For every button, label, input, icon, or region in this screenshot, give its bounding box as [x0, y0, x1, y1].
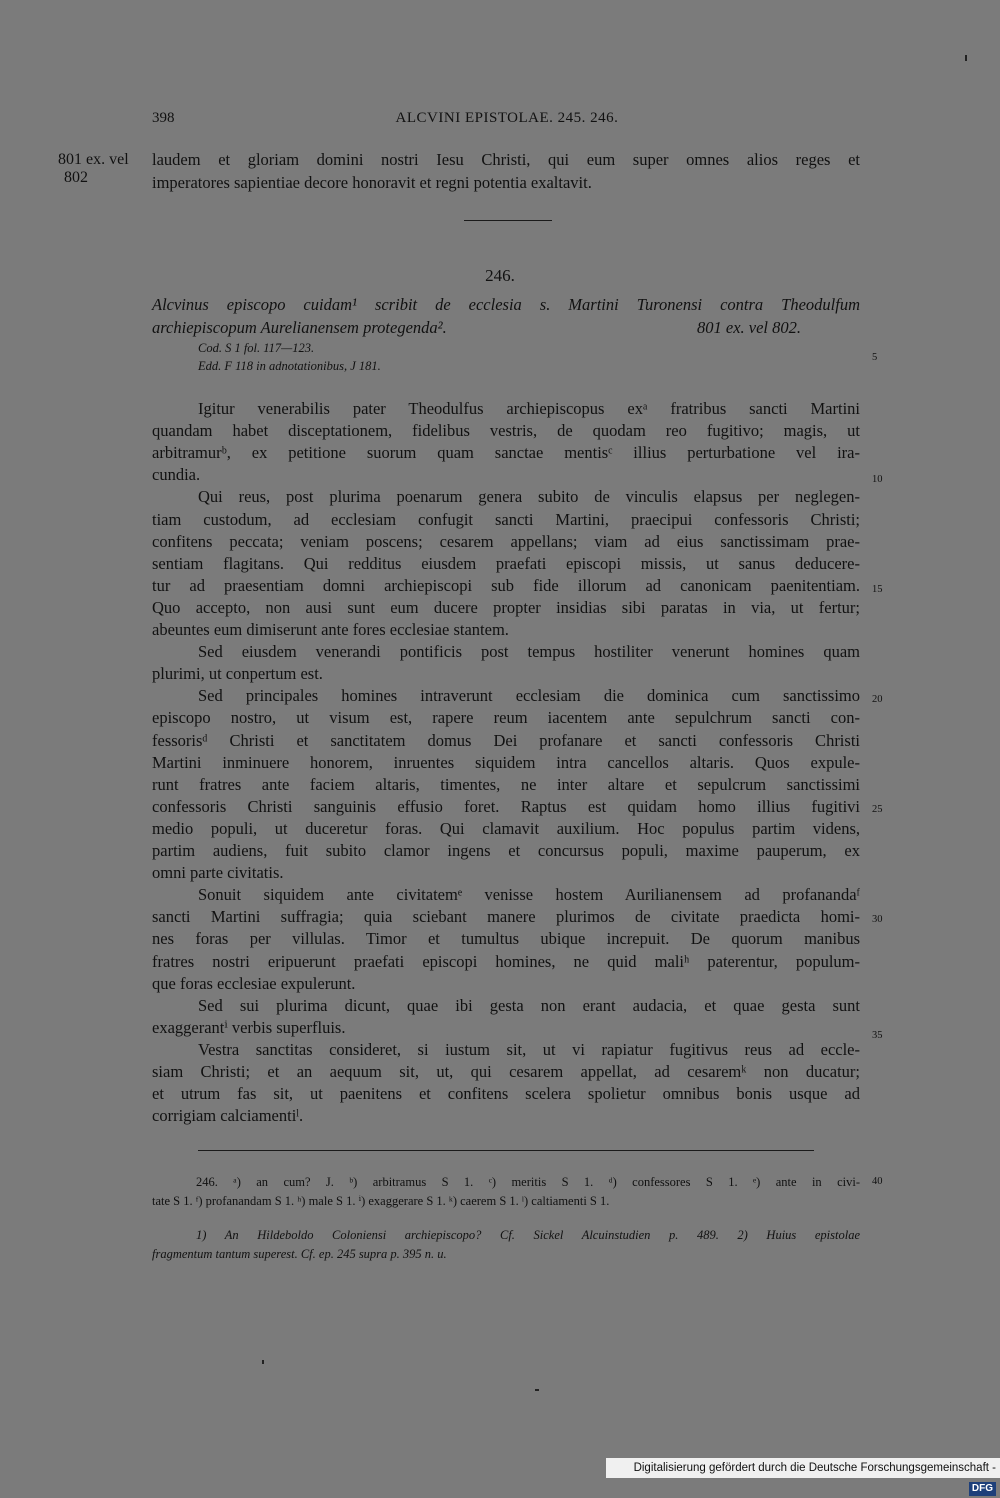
letter-body-line: fessorisᵈ Christi et sanctitatem domus Dei profanare et sancti confessoris Christi [152, 730, 860, 750]
letter-body-line: partim audiens, fuit subito clamor ingens et concursus populi, maxime pauperum, ex [152, 841, 860, 860]
letter-body-line: cundia. [152, 465, 201, 485]
letter-body-line: nes foras per villulas. Timor et tumultus ubique increpuit. De quorum manibus [152, 929, 860, 949]
letter-body-line: quandam habet disceptationem, fidelibus vestris, de quodam reo fugitivo; magis, ut [152, 421, 860, 441]
line-number: 15 [872, 584, 883, 595]
dfg-logo: DFG [969, 1482, 996, 1496]
margin-date-line1: 801 ex. vel [58, 151, 129, 168]
letter-body-line: siam Christi; et an aequum sit, ut, qui cesarem appellat, ad cesaremᵏ non ducatur; [152, 1062, 860, 1081]
letter-body-line: Igitur venerabilis pater Theodulfus archiepiscopus exᵃ fratribus sancti Martini [198, 399, 860, 418]
letter-body-line: episcopo nostro, ut visum est, rapere reum iacentem ante sepulchrum sancti con- [152, 708, 860, 728]
funding-text: Digitalisierung gefördert durch die Deutsche Forschungsgemeinschaft - [633, 1462, 996, 1474]
letter-body-line: confessoris Christi sanguinis effusio foret. Raptus est quidam homo illius fugitivi [152, 796, 860, 816]
letter-body-line: medio populi, ut duceretur foras. Qui clamavit auxilium. Hoc populus partim videns, [152, 818, 860, 838]
letter-body-line: fratres nostri eripuerunt praefati episcopi homines, ne quid maliʰ paterentur, populum- [152, 951, 860, 971]
letter-body-line: exaggerantⁱ verbis superfluis. [152, 1017, 346, 1037]
letter-body-line: tur ad praesentiam domni archiepiscopi sub fide illorum ad canonicam paenitentiam. [152, 575, 860, 595]
letter-body-line: tiam custodum, ad ecclesiam confugit sancti Martini, praecipui confessoris Christi; [152, 509, 860, 529]
editions-line: Edd. F 118 in adnotationibus, J 181. [198, 359, 381, 373]
footnote-line: 1) An Hildeboldo Coloniensi archiepiscopo? Cf. Sickel Alcuinstudien p. 489. 2) Huius epistolae [196, 1228, 860, 1242]
letter-body-line: abeuntes eum dimiserunt ante fores ecclesiae stantem. [152, 620, 509, 639]
apparatus-line: 246. ᵃ) an cum? J. ᵇ) arbitramus S 1. ᶜ) meritis S 1. ᵈ) confessores S 1. ᵉ) ante in civi- [196, 1175, 860, 1189]
page-number: 398 [152, 110, 175, 126]
letter-summary-text: archiepiscopum Aurelianensem protegenda². [152, 318, 447, 337]
apparatus-divider [198, 1150, 814, 1151]
letter-date: 801 ex. vel 802. [697, 318, 802, 337]
letter-body-line: runt fratres ante faciem altaris, timentes, ne inter altare et sepulcrum sanctissimi [152, 774, 860, 794]
scan-speck [262, 1360, 264, 1364]
letter-body-line: Sed principales homines intraverunt ecclesiam die dominica cum sanctissimo [198, 686, 860, 706]
letter-summary-line2 [152, 316, 860, 339]
margin-date-line2: 802 [64, 169, 88, 186]
footnote-line: fragmentum tantum superest. Cf. ep. 245 supra p. 395 n. u. [152, 1247, 447, 1261]
letter-body-line: Sed sui plurima dicunt, quae ibi gesta non erant audacia, et quae gesta sunt [198, 995, 860, 1015]
letter-body-line: Quo accepto, non ausi sunt eum ducere propter insidias sibi paratas in via, ut fertur; [152, 597, 860, 617]
running-title: ALCVINI EPISTOLAE. 245. 246. [395, 110, 619, 126]
letter-body-line: Qui reus, post plurima poenarum genera subito de vinculis elapsus per neglegen- [198, 487, 860, 507]
prev-letter-line: laudem et gloriam domini nostri Iesu Christi, qui eum super omnes alios reges et [152, 150, 860, 169]
line-number: 5 [872, 352, 878, 363]
line-number: 30 [872, 914, 883, 925]
letter-body-line: Vestra sanctitas consideret, si iustum sit, ut vi rapiatur fugitivus reus ad eccle- [198, 1039, 860, 1059]
letter-body-line: Sed eiusdem venerandi pontificis post tempus hostiliter venerunt homines quam [198, 642, 860, 662]
scan-speck [965, 55, 967, 61]
scan-speck [535, 1389, 539, 1391]
letter-body-line: sentiam flagitans. Qui redditus eiusdem praefati episcopi missis, ut sanus deducere- [152, 553, 860, 573]
letter-body-line: corrigiam calciamentiˡ. [152, 1106, 304, 1126]
apparatus-line: tate S 1. ᶠ) profanandam S 1. ʰ) male S 1. ⁱ) exaggerare S 1. ᵏ) caerem S 1. ˡ) caltiamenti S 1. [152, 1194, 610, 1208]
codex-line: Cod. S 1 fol. 117—123. [198, 341, 315, 355]
line-number: 20 [872, 694, 883, 705]
letter-body-line: plurimi, ut conpertum est. [152, 664, 323, 684]
line-number: 35 [872, 1030, 883, 1041]
section-divider [464, 220, 552, 221]
letter-body-line: arbitramurᵇ, ex petitione suorum quam sanctae mentisᶜ illius perturbatione vel ira- [152, 443, 860, 463]
letter-body-line: sancti Martini suffragia; quia sciebant manere plurimos de civitate praedicta homi- [152, 907, 860, 927]
letter-number: 246. [485, 266, 515, 285]
letter-body-line: confitens peccata; veniam poscens; cesarem appellans; viam ad eius sanctissimam prae- [152, 531, 860, 551]
line-number: 25 [872, 804, 883, 815]
letter-summary-line1: Alcvinus episcopo cuidam¹ scribit de ecclesia s. Martini Turonensi contra Theodulfum [152, 295, 860, 314]
running-header [152, 110, 862, 134]
funding-notice [606, 1458, 1000, 1494]
line-number: 10 [872, 474, 883, 485]
line-number: 40 [872, 1176, 883, 1187]
letter-body-line: que foras ecclesiae expulerunt. [152, 973, 356, 993]
letter-body-line: et utrum fas sit, ut paenitens et confitens scelera spolietur omnibus bonis usque ad [152, 1084, 860, 1104]
letter-body-line: Sonuit siquidem ante civitatemᵉ venisse hostem Aurilianensem ad profanandaᶠ [198, 885, 860, 905]
prev-letter-line: imperatores sapientiae decore honoravit et regni potentia exaltavit. [152, 173, 592, 192]
letter-body-line: omni parte civitatis. [152, 863, 284, 883]
letter-body-line: Martini inminuere honorem, inruentes siquidem intra cancellos altaris. Quos expule- [152, 752, 860, 772]
